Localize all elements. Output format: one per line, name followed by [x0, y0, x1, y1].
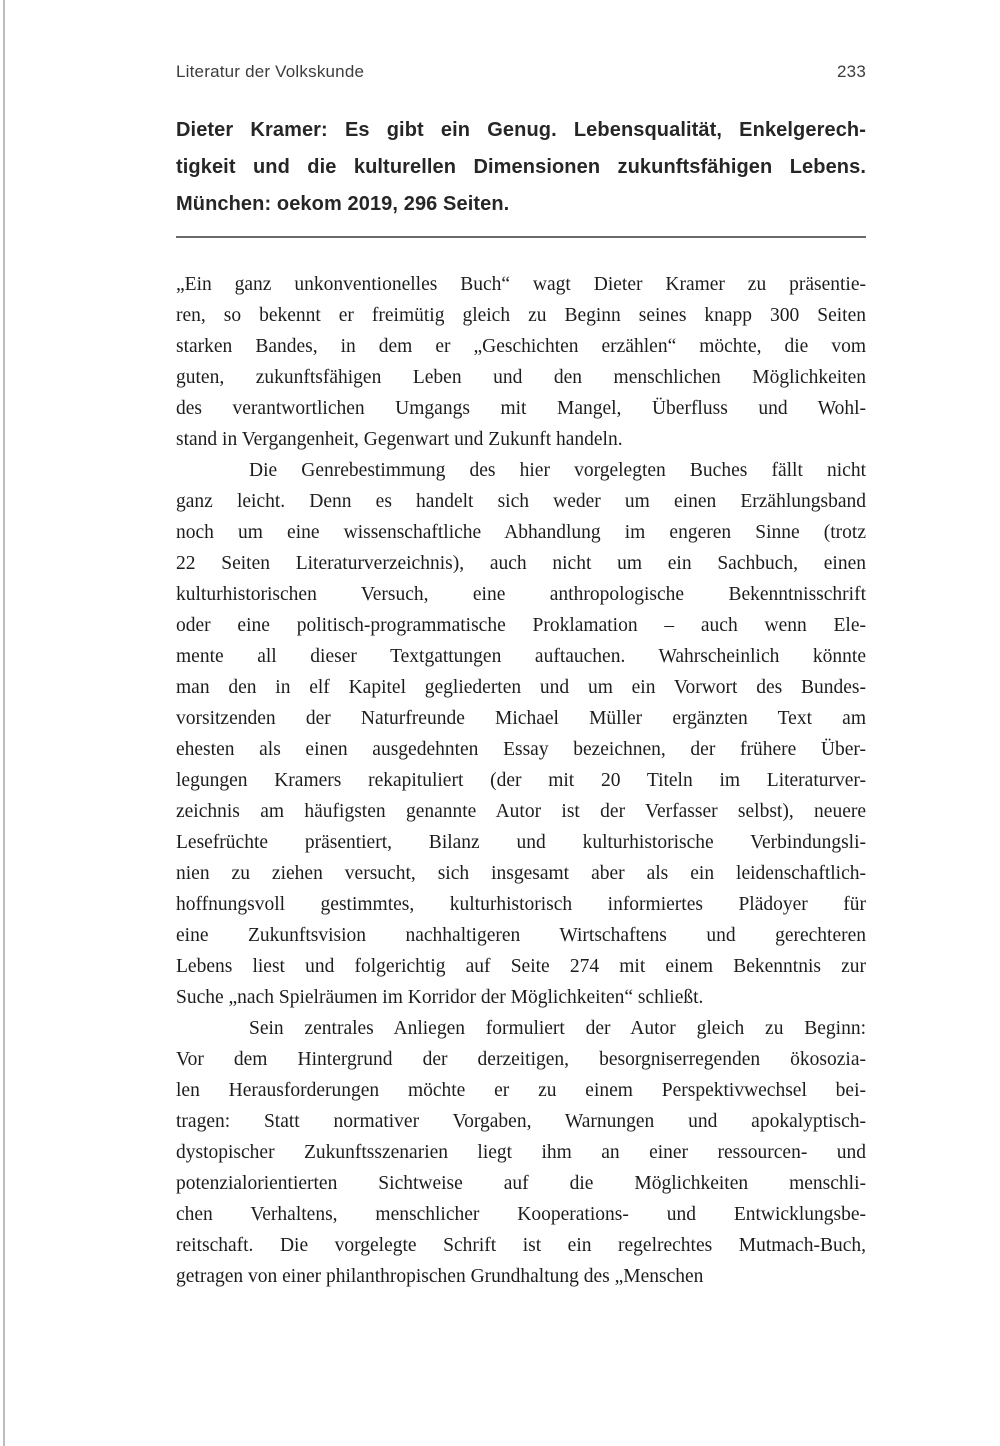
heading-line: tigkeit und die kulturellen Dimensionen zukunftsfähigen Lebens.: [176, 156, 866, 178]
body-line: len Herausforderungen möchte er zu einem Perspektivwechsel bei-: [176, 1080, 866, 1101]
body-line: getragen von einer philanthropischen Grundhaltung des „Menschen: [176, 1266, 704, 1287]
book-title-heading: [176, 112, 866, 223]
body-line: des verantwortlichen Umgangs mit Mangel, Überfluss und Wohl-: [176, 398, 866, 419]
body-line: starken Bandes, in dem er „Geschichten erzählen“ möchte, die vom: [176, 336, 866, 357]
body-line: legungen Kramers rekapituliert (der mit 20 Titeln im Literaturver-: [176, 770, 866, 791]
running-header: [176, 62, 866, 82]
body-line: zeichnis am häufigsten genannte Autor ist der Verfasser selbst), neuere: [176, 801, 866, 822]
body-line: tragen: Statt normativer Vorgaben, Warnungen und apokalyptisch-: [176, 1111, 866, 1132]
body-line: man den in elf Kapitel gegliederten und um ein Vorwort des Bundes-: [176, 677, 866, 698]
body-line: 22 Seiten Literaturverzeichnis), auch nicht um ein Sachbuch, einen: [176, 553, 866, 574]
page-edge-line: [3, 0, 5, 1446]
page-number: 233: [837, 62, 866, 81]
body-line: Vor dem Hintergrund der derzeitigen, besorgniserregenden ökosozia-: [176, 1049, 866, 1070]
body-line: eine Zukunftsvision nachhaltigeren Wirtschaftens und gerechteren: [176, 925, 866, 946]
body-line: Suche „nach Spielräumen im Korridor der Möglichkeiten“ schließt.: [176, 987, 704, 1008]
body-line: ren, so bekennt er freimütig gleich zu Beginn seines knapp 300 Seiten: [176, 305, 866, 326]
body-line: ehesten als einen ausgedehnten Essay bezeichnen, der frühere Über-: [176, 739, 866, 760]
body-line: kulturhistorischen Versuch, eine anthropologische Bekenntnisschrift: [176, 584, 866, 605]
body-line: Sein zentrales Anliegen formuliert der Autor gleich zu Beginn:: [249, 1018, 866, 1039]
body-line: reitschaft. Die vorgelegte Schrift ist ein regelrechtes Mutmach-Buch,: [176, 1235, 866, 1256]
body-line: Lesefrüchte präsentiert, Bilanz und kulturhistorische Verbindungsli-: [176, 832, 866, 853]
body-line: nien zu ziehen versucht, sich insgesamt aber als ein leidenschaftlich-: [176, 863, 866, 884]
body-line: dystopischer Zukunftsszenarien liegt ihm an einer ressourcen- und: [176, 1142, 866, 1163]
running-header-title: Literatur der Volkskunde: [176, 62, 365, 81]
body-line: noch um eine wissenschaftliche Abhandlung im engeren Sinne (trotz: [176, 522, 866, 543]
body-line: ganz leicht. Denn es handelt sich weder um einen Erzählungsband: [176, 491, 866, 512]
body-line: „Ein ganz unkonventionelles Buch“ wagt Dieter Kramer zu präsentie-: [176, 274, 866, 295]
body-line: mente all dieser Textgattungen auftauchen. Wahrscheinlich könnte: [176, 646, 866, 667]
separator-rule: [176, 236, 866, 238]
body-line: vorsitzenden der Naturfreunde Michael Müller ergänzten Text am: [176, 708, 866, 729]
paragraph: [176, 269, 866, 455]
body-line: Lebens liest und folgerichtig auf Seite 274 mit einem Bekenntnis zur: [176, 956, 866, 977]
body-line: Die Genrebestimmung des hier vorgelegten Buches fällt nicht: [249, 460, 866, 481]
body-line: stand in Vergangenheit, Gegenwart und Zukunft handeln.: [176, 429, 623, 450]
body-line: hoffnungsvoll gestimmtes, kulturhistorisch informiertes Plädoyer für: [176, 894, 866, 915]
paragraph: [176, 1013, 866, 1292]
body-line: chen Verhaltens, menschlicher Kooperations- und Entwicklungsbe-: [176, 1204, 866, 1225]
body-line: potenzialorientierten Sichtweise auf die Möglichkeiten menschli-: [176, 1173, 866, 1194]
body-line: oder eine politisch-programmatische Proklamation – auch wenn Ele-: [176, 615, 866, 636]
heading-line: Dieter Kramer: Es gibt ein Genug. Lebensqualität, Enkelgerech-: [176, 119, 866, 141]
heading-line: München: oekom 2019, 296 Seiten.: [176, 193, 510, 215]
review-body-text: [176, 269, 866, 1292]
paragraph: [176, 455, 866, 1013]
body-line: guten, zukunftsfähigen Leben und den menschlichen Möglichkeiten: [176, 367, 866, 388]
